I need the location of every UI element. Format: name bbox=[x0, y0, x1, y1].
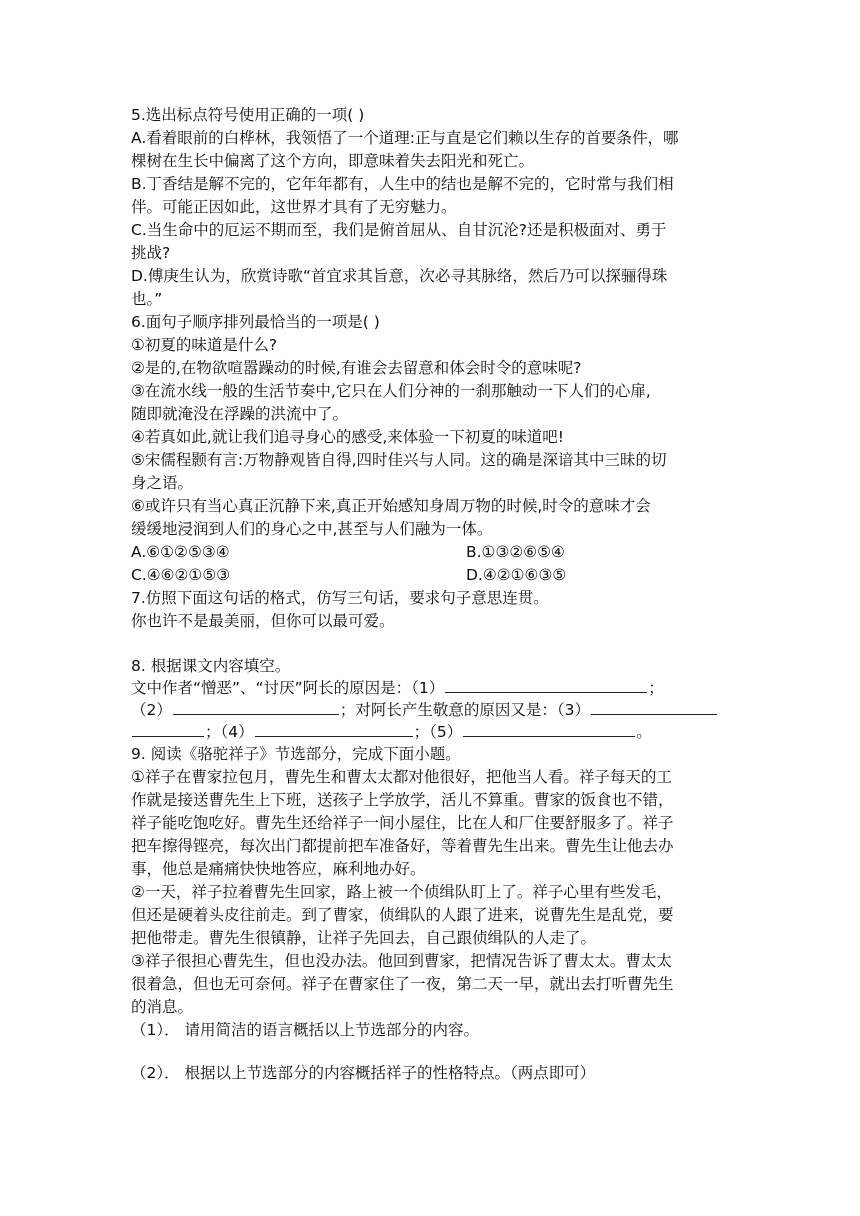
q6-sentence-5-line1: ⑤宋儒程颢有言:万物静观皆自得,四时佳兴与人同。这的确是深谙其中三昧的切 bbox=[131, 451, 667, 469]
q7-sample-sentence: 你也许不是最美丽，但你可以最可爱。 bbox=[131, 612, 395, 630]
q8-blank-2[interactable] bbox=[173, 700, 339, 715]
q9-sub-question-2: （2）． 根据以上节选部分的内容概括祥子的性格特点。（两点即可） bbox=[131, 1064, 596, 1082]
q8-line-2-text: ；对阿长产生敬意的原因又是：（3） bbox=[339, 701, 590, 719]
q8-line-2-label: （2） bbox=[131, 701, 172, 719]
q9-para1-line1: ①祥子在曹家拉包月，曹先生和曹太太都对他很好，把他当人看。祥子每天的工 bbox=[131, 768, 672, 786]
q8-line-3 bbox=[131, 721, 652, 743]
q8-line-2 bbox=[131, 699, 718, 721]
q8-blank-3b[interactable] bbox=[132, 722, 204, 737]
q9-para1-line2: 作就是接送曹先生上下班，送孩子上学放学，活儿不算重。曹家的饭食也不错， bbox=[131, 791, 674, 809]
q5-option-c-line1: C.当生命中的厄运不期而至，我们是俯首屈从、自甘沉沦?还是积极面对、勇于 bbox=[131, 221, 667, 239]
q6-sentence-6-line2: 缓缓地浸润到人们的身心之中,甚至与人们融为一体。 bbox=[131, 520, 493, 538]
q9-para2-line1: ②一天，祥子拉着曹先生回家，路上被一个侦缉队盯上了。祥子心里有些发毛， bbox=[131, 883, 672, 901]
q5-option-a-line1: A.看着眼前的白桦林，我领悟了一个道理:正与直是它们赖以生存的首要条件，哪 bbox=[131, 129, 679, 147]
q6-option-b: B.①③②⑥⑤④ bbox=[466, 543, 565, 561]
q6-option-c: C.④⑥②①⑤③ bbox=[131, 566, 231, 584]
q6-sentence-1: ①初夏的味道是什么? bbox=[131, 336, 278, 354]
q8-line-1-text: 文中作者“憎恶”、“讨厌”阿长的原因是：（1） bbox=[131, 679, 445, 697]
q8-blank-1[interactable] bbox=[445, 678, 647, 693]
q9-para2-line3: 把他带走。曹先生很镇静，让祥子先回去，自己跟侦缉队的人走了。 bbox=[131, 929, 597, 947]
q5-option-d-line2: 也。” bbox=[131, 290, 163, 308]
q8-line-1 bbox=[131, 677, 664, 699]
q8-blank-5[interactable] bbox=[463, 722, 635, 737]
q6-sentence-3-line1: ③在流水线一般的生活节奏中,它只在人们分神的一刹那触动一下人们的心扉, bbox=[131, 382, 651, 400]
q6-stem: 6.面句子顺序排列最恰当的一项是( ) bbox=[131, 313, 380, 331]
q7-stem: 7.仿照下面这句话的格式，仿写三句话，要求句子意思连贯。 bbox=[131, 589, 549, 607]
q9-para1-line3: 祥子能吃饱吃好。曹先生还给祥子一间小屋住，比在人和厂住要舒服多了。祥子 bbox=[131, 814, 674, 832]
q5-option-b-line1: B.丁香结是解不完的，它年年都有，人生中的结也是解不完的，它时常与我们相 bbox=[131, 175, 674, 193]
q9-para3-line1: ③祥子很担心曹先生，但也没办法。他回到曹家，把情况告诉了曹太太。曹太太 bbox=[131, 952, 672, 970]
q9-para1-line5: 事，他总是痛痛快快地答应，麻利地办好。 bbox=[131, 860, 426, 878]
q6-sentence-2: ②是的,在物欲喧嚣躁动的时候,有谁会去留意和体会时令的意味呢? bbox=[131, 359, 582, 377]
q8-line-3-label-5: ；（5） bbox=[413, 723, 463, 741]
q5-option-a-line2: 棵树在生长中偏离了这个方向，即意味着失去阳光和死亡。 bbox=[131, 152, 535, 170]
q9-sub-question-1: （1）． 请用简洁的语言概括以上节选部分的内容。 bbox=[131, 1021, 480, 1039]
q8-blank-4[interactable] bbox=[255, 722, 413, 737]
q6-sentence-3-line2: 随即就淹没在浮躁的洪流中了。 bbox=[131, 405, 349, 423]
q6-sentence-6-line1: ⑥或许只有当心真正沉静下来,真正开始感知身周万物的时候,时令的意味才会 bbox=[131, 497, 651, 515]
q8-line-3-label-4: ；（4） bbox=[205, 723, 254, 741]
q9-para1-line4: 把车擦得铿亮，每次出门都提前把车准备好，等着曹先生出来。曹先生让他去办 bbox=[131, 837, 674, 855]
q6-option-d: D.④②①⑥③⑤ bbox=[466, 566, 567, 584]
q8-line-1-end: ； bbox=[648, 679, 664, 697]
q5-option-d-line1: D.傅庚生认为，欣赏诗歌“首宜求其旨意，次必寻其脉络，然后乃可以探骊得珠 bbox=[131, 267, 668, 285]
q9-para2-line2: 但还是硬着头皮往前走。到了曹家，侦缉队的人跟了进来，说曹先生是乱党，要 bbox=[131, 906, 674, 924]
q6-sentence-4: ④若真如此,就让我们追寻身心的感受,来体验一下初夏的味道吧! bbox=[131, 428, 564, 446]
q6-option-a: A.⑥①②⑤③④ bbox=[131, 543, 230, 561]
q5-option-c-line2: 挑战? bbox=[131, 244, 171, 262]
q9-stem: 9. 阅读《骆驼祥子》节选部分，完成下面小题。 bbox=[131, 745, 461, 763]
q5-stem: 5.选出标点符号使用正确的一项( ) bbox=[131, 106, 365, 124]
q9-para3-line3: 的消息。 bbox=[131, 998, 194, 1016]
q9-para3-line2: 很着急，但也无可奈何。祥子在曹家住了一夜，第二天一早，就出去打听曹先生 bbox=[131, 975, 674, 993]
q6-sentence-5-line2: 身之语。 bbox=[131, 474, 194, 492]
q5-option-b-line2: 伴。可能正因如此，这世界才具有了无穷魅力。 bbox=[131, 198, 457, 216]
q8-line-3-end: 。 bbox=[636, 723, 652, 741]
q8-blank-3a[interactable] bbox=[591, 700, 717, 715]
q8-stem: 8. 根据课文内容填空。 bbox=[131, 657, 291, 675]
